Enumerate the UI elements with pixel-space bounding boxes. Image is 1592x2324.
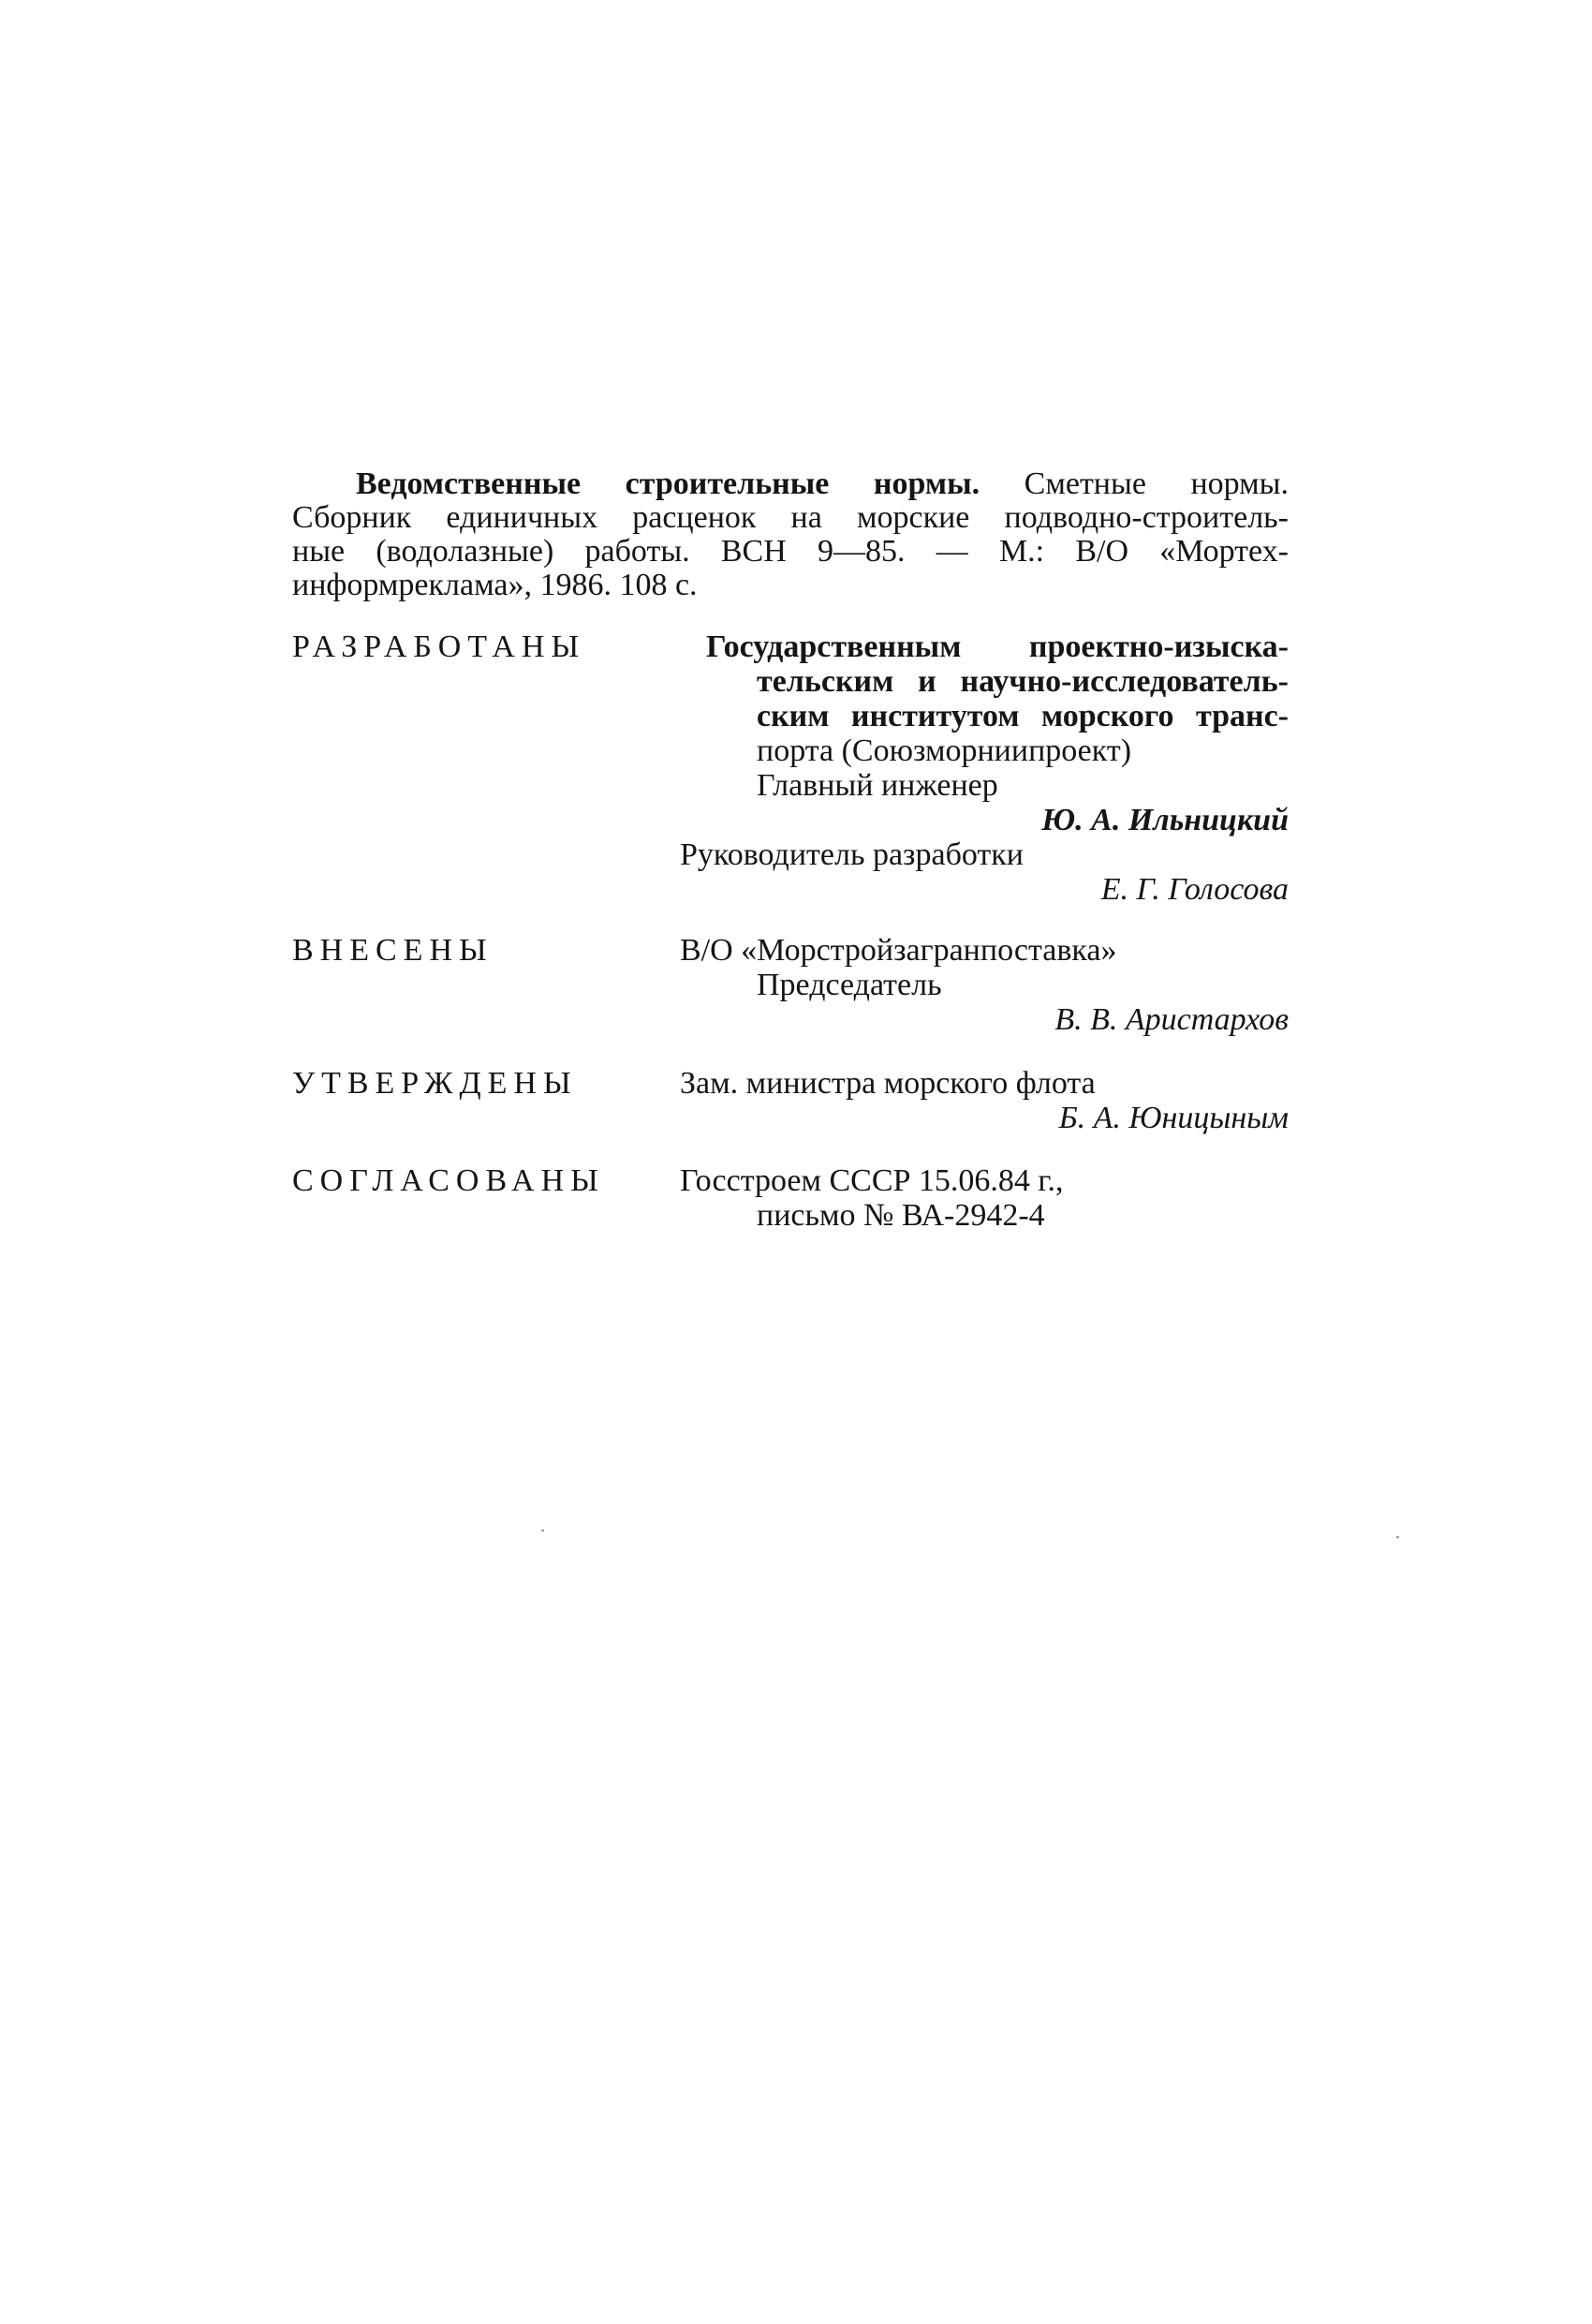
submitted-line-1: В/О «Морстройзагранпоставка» [680, 933, 1117, 968]
section-label-submitted: ВНЕСЕНЫ [292, 933, 494, 968]
biblio-title-bold: Ведомственные строительные нормы. [356, 466, 980, 501]
section-body-approved [680, 1066, 1289, 1135]
developed-line-1: Государственным проектно-изыска- [706, 629, 1289, 664]
biblio-line-1 [292, 467, 1289, 501]
developed-signatory-chief-engineer: Ю. А. Ильницкий [1041, 803, 1289, 837]
scan-speck [541, 1530, 544, 1532]
section-label-developed: РАЗРАБОТАНЫ [292, 629, 586, 664]
submitted-signatory: В. В. Аристархов [1054, 1002, 1289, 1037]
biblio-line-2: Сборник единичных расценок на морские подводно-строитель- [292, 500, 1289, 535]
agreed-line-2: письмо № ВА-2942-4 [757, 1198, 1045, 1233]
section-label-approved: УТВЕРЖДЕНЫ [292, 1066, 578, 1101]
approved-signatory: Б. А. Юницыным [1058, 1101, 1289, 1135]
developed-signatory-lead: Е. Г. Голосова [1100, 872, 1289, 907]
scan-speck [1396, 1536, 1399, 1538]
biblio-title-rest: Сметные нормы. [1024, 466, 1289, 501]
approved-line-1: Зам. министра морского флота [680, 1066, 1096, 1101]
section-body-agreed [680, 1163, 1289, 1233]
developed-line-2: тельским и научно-исследователь- [757, 664, 1289, 699]
section-body-developed [680, 629, 1289, 907]
developed-role-lead: Руководитель разработки [680, 837, 1024, 872]
agreed-line-1: Госстроем СССР 15.06.84 г., [680, 1163, 1064, 1198]
biblio-line-4: информреклама», 1986. 108 с. [292, 568, 698, 602]
submitted-line-2: Председатель [757, 968, 942, 1002]
biblio-line-3: ные (водолазные) работы. ВСН 9—85. — М.: В/О «Мортех- [292, 534, 1289, 569]
developed-line-5: Главный инженер [757, 768, 998, 803]
bibliographic-reference [292, 467, 1289, 602]
section-body-submitted [680, 933, 1289, 1037]
section-label-agreed: СОГЛАСОВАНЫ [292, 1163, 605, 1198]
developed-line-3: ским институтом морского транс- [757, 699, 1289, 733]
developed-line-4: порта (Союзморниипроект) [757, 733, 1132, 768]
